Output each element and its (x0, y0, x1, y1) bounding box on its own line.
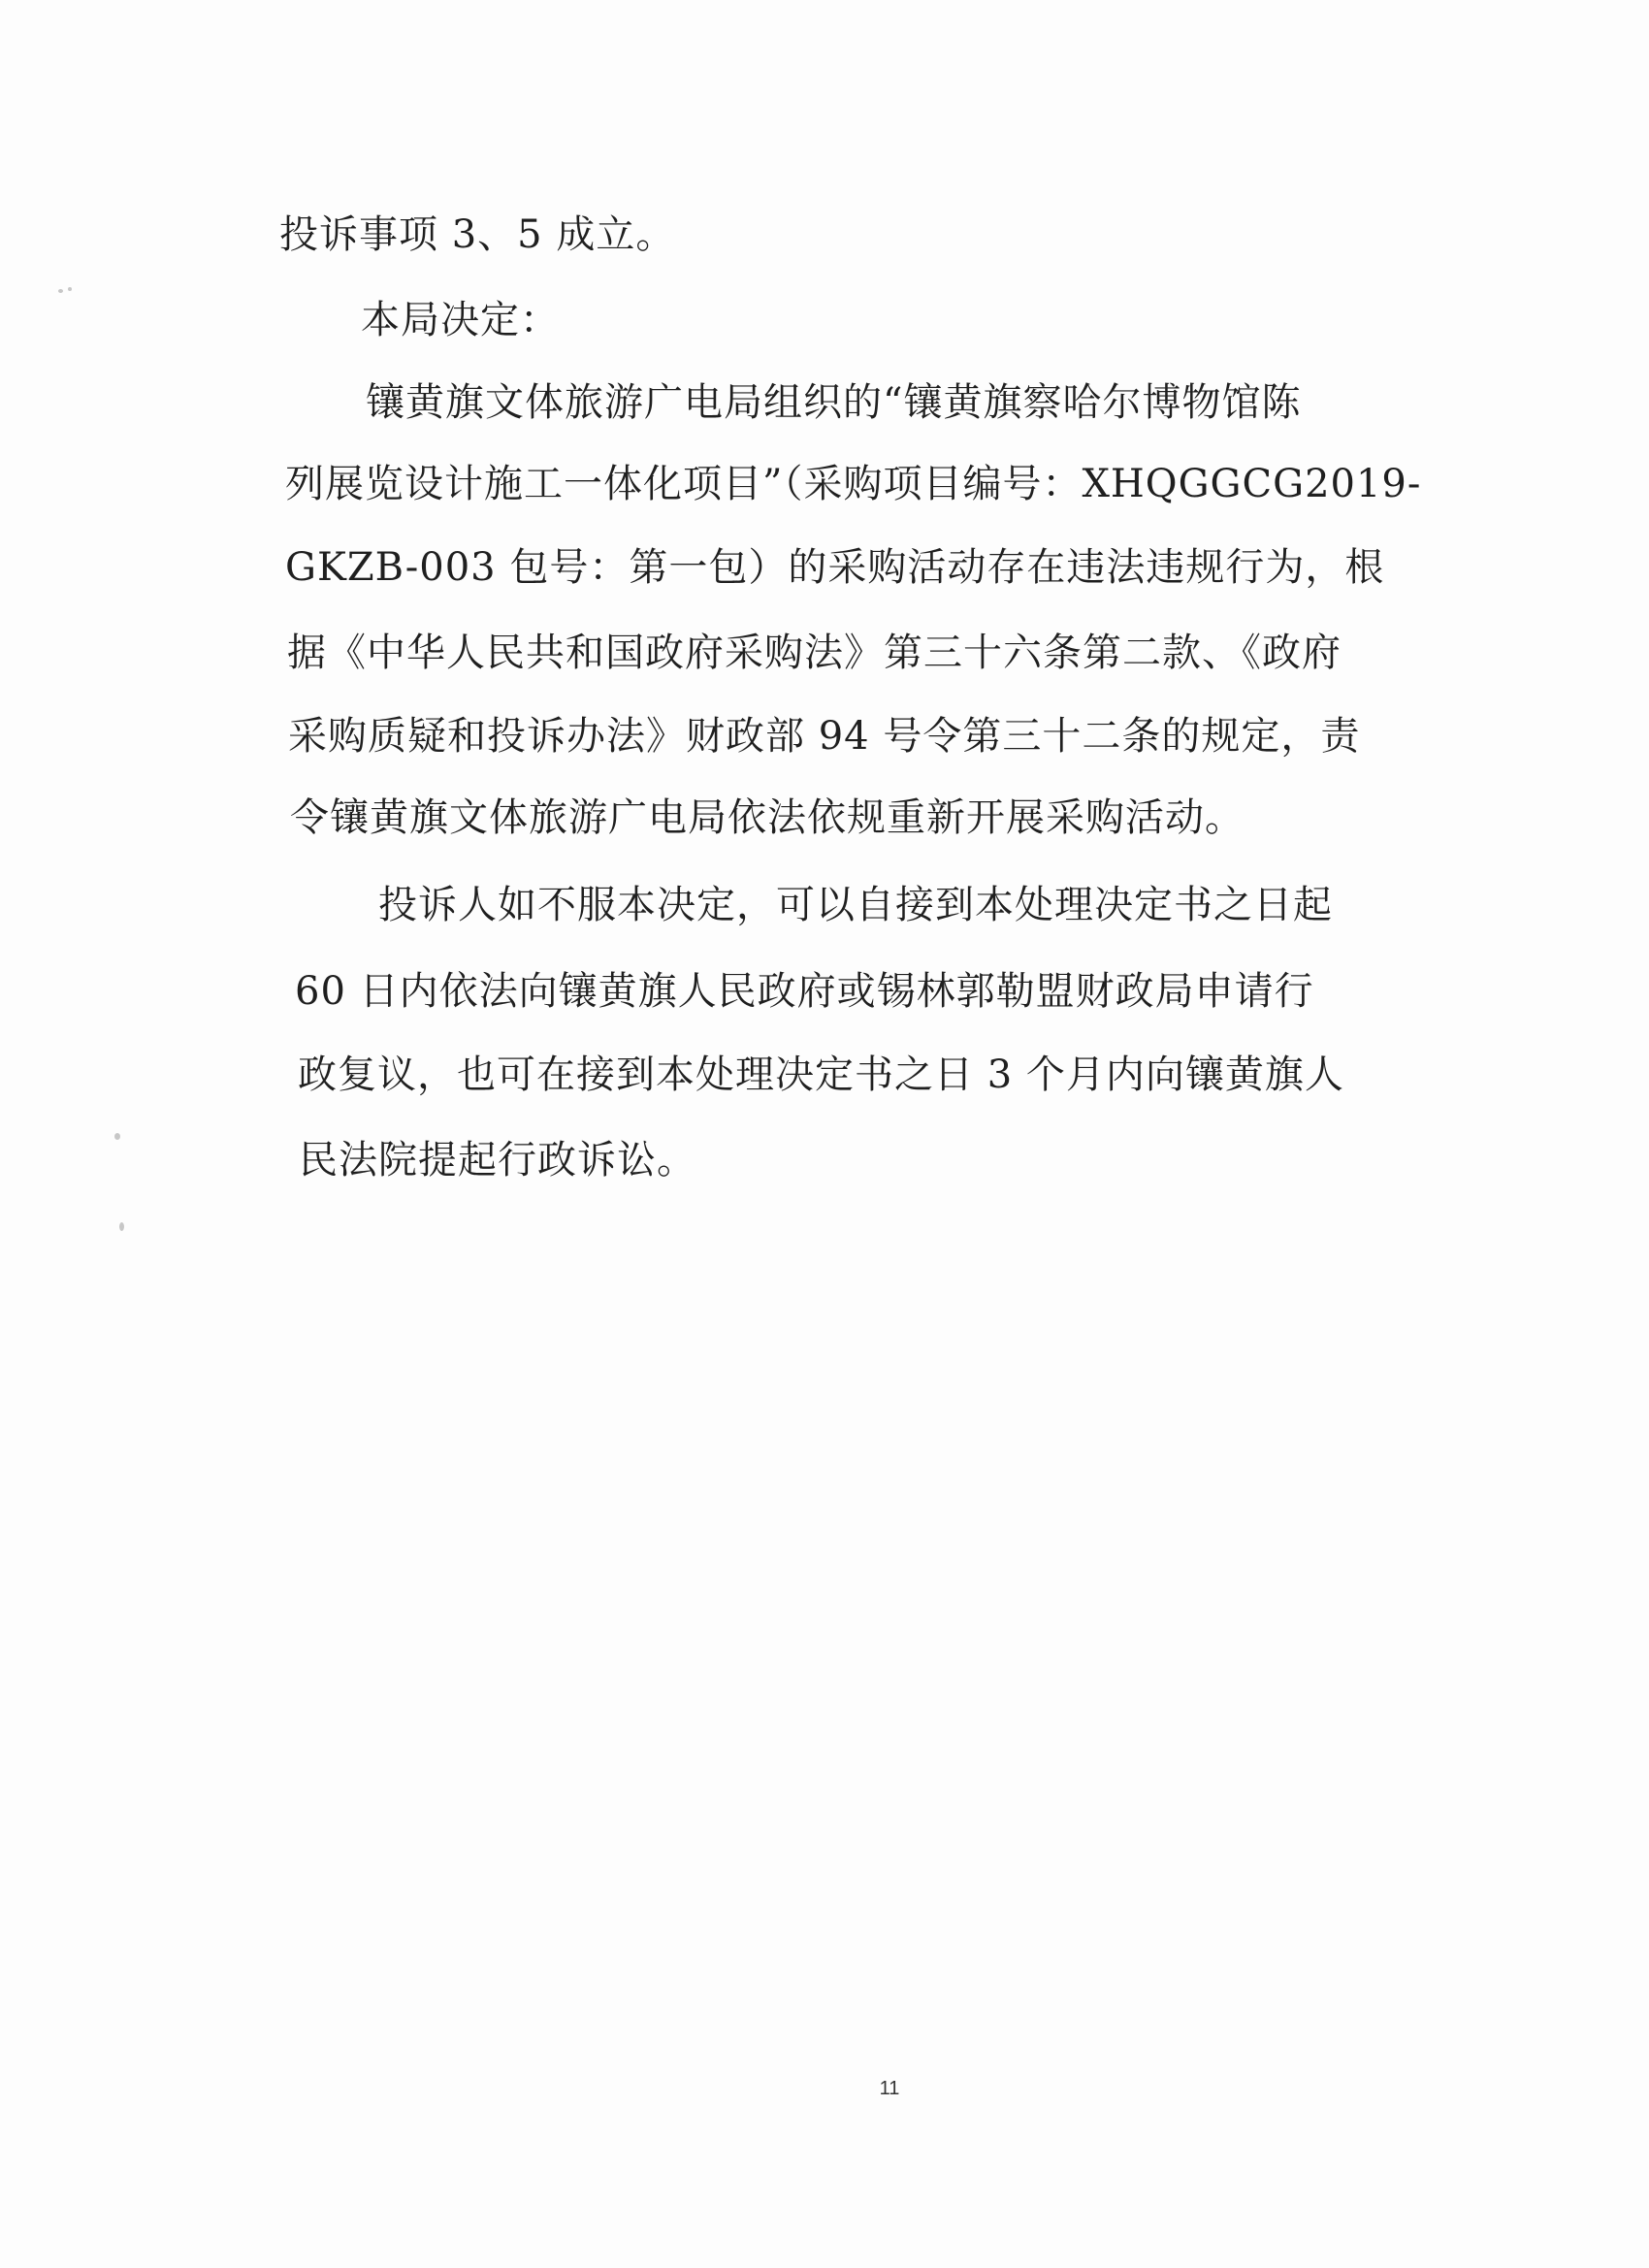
text-line-9: 投诉人如不服本决定，可以自接到本处理决定书之日起 (378, 883, 1333, 927)
scan-speck (58, 289, 63, 293)
text-line-7: 采购质疑和投诉办法》财政部 94 号令第三十二条的规定，责 (288, 714, 1361, 759)
text-line-3: 镶黄旗文体旅游广电局组织的“镶黄旗察哈尔博物馆陈 (366, 380, 1302, 425)
scan-speck (114, 1133, 120, 1140)
text-line-1: 投诉事项 3、5 成立。 (279, 212, 676, 257)
text-line-11: 政复议，也可在接到本处理决定书之日 3 个月内向镶黄旗人 (298, 1053, 1344, 1097)
scan-speck (68, 287, 72, 291)
text-line-4: 列展览设计施工一体化项目”（采购项目编号：XHQGGCG2019- (285, 462, 1422, 506)
text-line-5: GKZB-003 包号：第一包）的采购活动存在违法违规行为，根 (285, 545, 1385, 590)
text-line-10: 60 日内依法向镶黄旗人民政府或锡林郭勒盟财政局申请行 (295, 969, 1314, 1014)
text-line-12: 民法院提起行政诉讼。 (299, 1138, 696, 1183)
text-line-8: 令镶黄旗文体旅游广电局依法依规重新开展采购活动。 (290, 795, 1245, 840)
text-line-2: 本局决定： (361, 298, 560, 342)
scan-speck (119, 1222, 124, 1231)
text-line-6: 据《中华人民共和国政府采购法》第三十六条第二款、《政府 (287, 631, 1342, 675)
page-number: 11 (879, 2078, 900, 2099)
